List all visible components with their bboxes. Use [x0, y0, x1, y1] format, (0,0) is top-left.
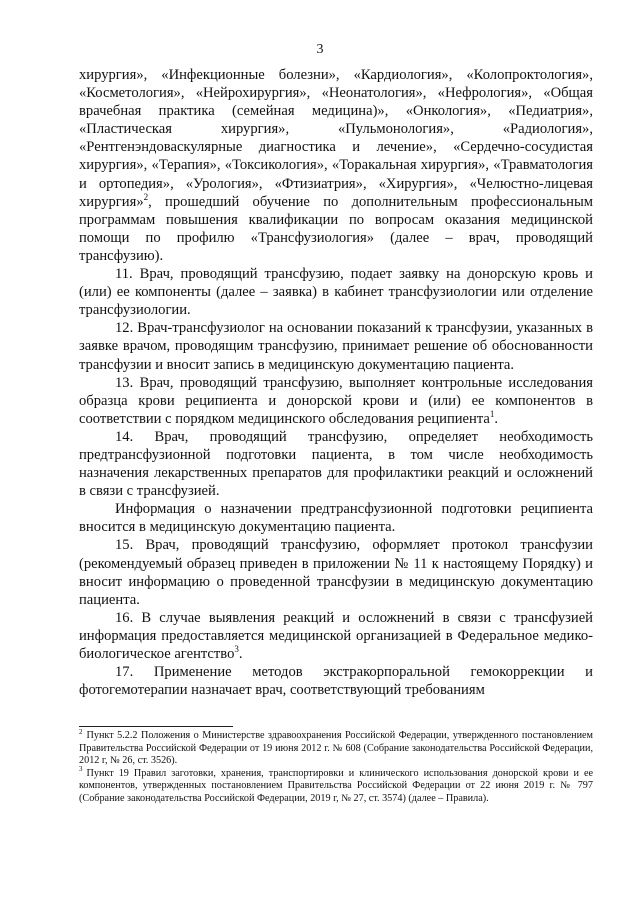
paragraph-16 — [79, 609, 593, 663]
footnote-ref: 2 — [143, 191, 149, 202]
footnote-text: Пункт 5.2.2 Положения о Министерстве здравоохранения Российской Федерации, утвержденного постановлением Правительства Российской Федерации от 19 июня 2012 г. № 608 (Собрание законодательства Российской Федерации, 2012 г, № 26, ст. 3526). — [79, 730, 593, 767]
footnote-ref: 1 — [489, 408, 495, 419]
paragraph-15: 15. Врач, проводящий трансфузию, оформляет протокол трансфузии (рекомендуемый образец приведен в приложении № 11 к настоящему Порядку) и вносит информацию о проведенной трансфузии в медицинскую документацию пациента. — [79, 537, 593, 608]
footnote-number: 2 — [79, 727, 83, 736]
paragraph-13 — [79, 374, 593, 428]
paragraph-text: 16. В случае выявления реакций и осложнений в связи с трансфузией информация предоставляется медицинской организацией в Федеральное медико-биологическое агентство — [79, 609, 593, 662]
paragraph-text: 13. Врач, проводящий трансфузию, выполняет контрольные исследования образца крови реципиента и донорской крови и (или) ее компонентов в соответствии с порядком медицинского обследования реципиента — [79, 374, 593, 427]
footnote-separator — [79, 726, 233, 727]
footnotes — [79, 727, 593, 806]
paragraph-17: 17. Применение методов экстракорпоральной гемокоррекции и фотогемотерапии назначает врач, соответствующий требованиям — [79, 664, 593, 699]
document-body — [79, 66, 593, 699]
paragraph-12: 12. Врач-трансфузиолог на основании показаний к трансфузии, указанных в заявке врачом, проводящим трансфузию, принимает решение об обоснованности трансфузии и вносит запись в медицинскую документацию пациента. — [79, 320, 593, 373]
footnote-2 — [79, 727, 593, 768]
paragraph-14: 14. Врач, проводящий трансфузию, определяет необходимость предтрансфузионной подготовки пациента, в том числе необходимость назначения лекарственных препаратов для профилактики реакций и осложнений в связи с трансфузией. — [79, 428, 593, 500]
footnote-number: 3 — [79, 765, 83, 774]
footnote-3 — [79, 765, 593, 806]
paragraph-11: 11. Врач, проводящий трансфузию, подает заявку на донорскую кровь и (или) ее компоненты (далее – заявка) в кабинет трансфузиологии или отделение трансфузиологии. — [79, 266, 593, 319]
paragraph-continuation — [79, 66, 593, 265]
paragraph-text-tail: . — [494, 410, 499, 427]
paragraph-text-tail: . — [238, 646, 243, 662]
footnote-text: Пункт 19 Правил заготовки, хранения, транспортировки и клинического использования донорской крови и ее компонентов, утвержденных постановлением Правительства Российской Федерации от 22 июня 2019 г. № 797 (Собрание законодательства Российской Федерации, 2019 г, № 27, ст. 3574) (далее – Правила). — [79, 767, 593, 804]
paragraph-14-info: Информация о назначении предтрансфузионной подготовки реципиента вносится в медицинскую документацию пациента. — [79, 501, 593, 536]
footnote-ref: 3 — [234, 644, 239, 655]
paragraph-text-tail: , прошедший обучение по дополнительным профессиональным программам повышения квалификации по вопросам оказания медицинской помощи по профилю «Трансфузиология» (далее – врач, проводящий трансфузию). — [79, 193, 593, 264]
page-number: 3 — [316, 42, 324, 57]
paragraph-text: хирургия», «Инфекционные болезни», «Кардиология», «Колопроктология», «Косметология», «Нейрохирургия», «Неонатология», «Нефрология», «Общая врачебная практика (семейная медицина)», «Онкология», «Педиатрия», «Пластическая хирургия», «Пульмонология», «Радиология», «Рентгенэндоваскулярные диагностика и лечение», «Сердечно-сосудистая хирургия», «Терапия», «Токсикология», «Торакальная хирургия», «Травматология и ортопедия», «Урология», «Фтизиатрия», «Хирургия», «Челюстно-лицевая хирургия» — [79, 67, 593, 210]
